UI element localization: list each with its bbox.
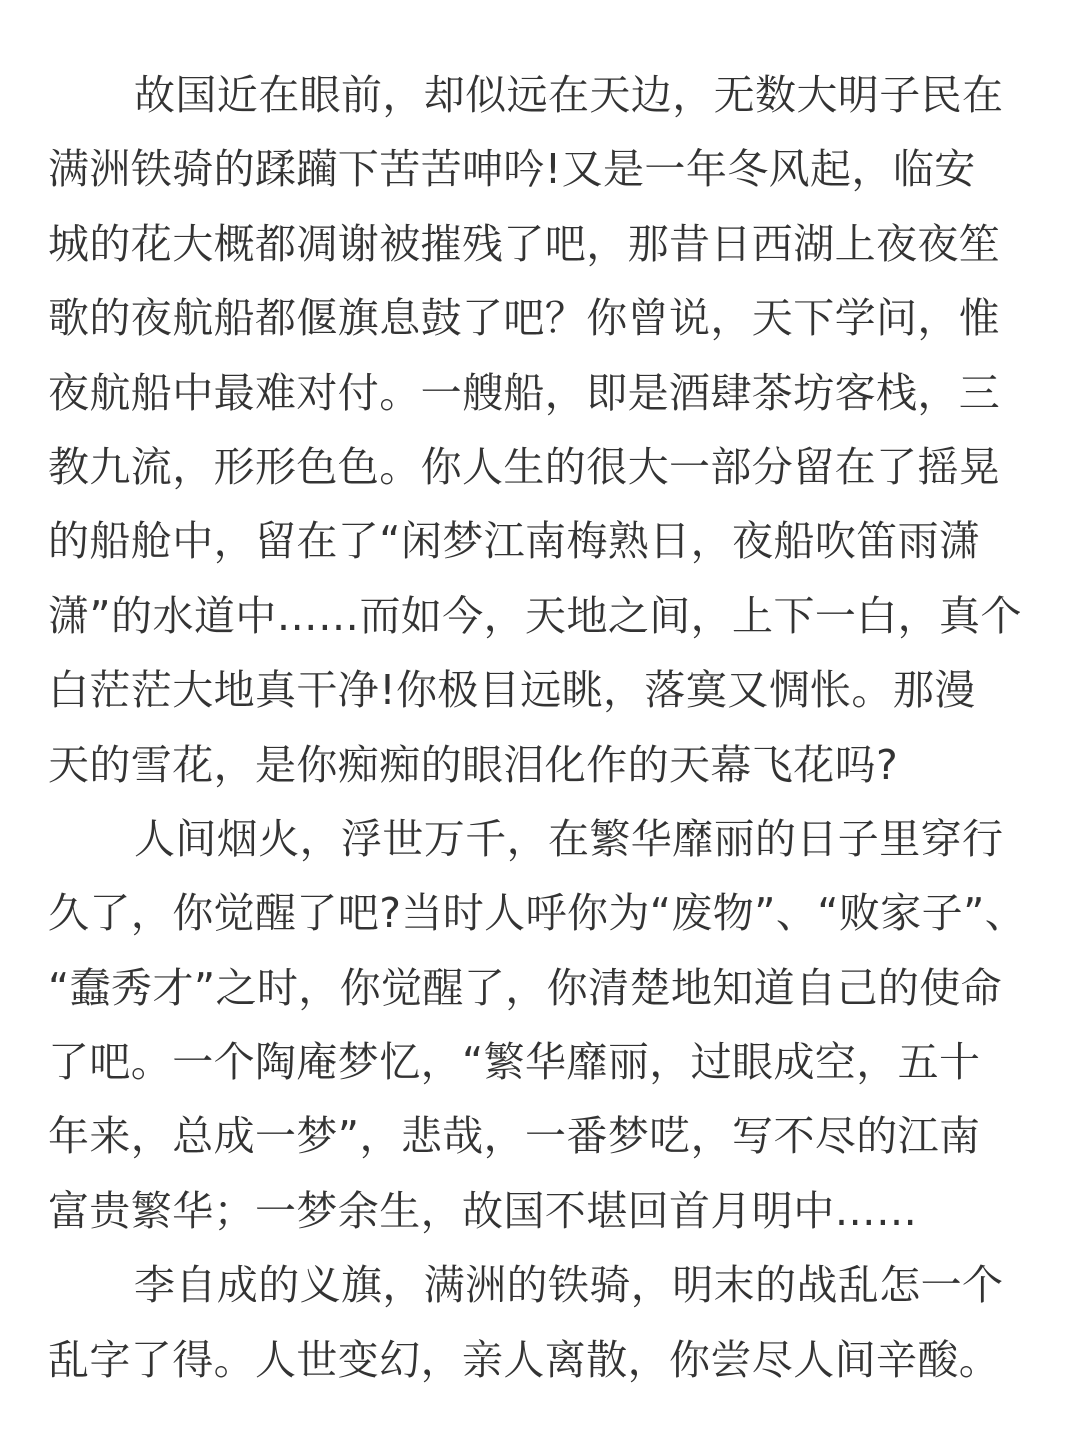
text-line: 城的花大概都凋谢被摧残了吧，那昔日西湖上夜夜笙 bbox=[48, 219, 1001, 268]
text-line: 富贵繁华；一梦余生，故国不堪回首月明中…… bbox=[48, 1186, 918, 1235]
text-line: 教九流，形形色色。你人生的很大一部分留在了摇晃 bbox=[48, 442, 1001, 491]
text-line: 乱字了得。人世变幻，亲人离散，你尝尽人间辛酸。 bbox=[48, 1335, 1001, 1384]
text-line: 天的雪花，是你痴痴的眼泪化作的天幕飞花吗? bbox=[48, 740, 899, 789]
text-line: 李自成的义旗，满洲的铁骑，明末的战乱怎一个 bbox=[134, 1261, 1004, 1310]
text-line: 故国近在眼前，却似远在天边，无数大明子民在 bbox=[134, 71, 1004, 119]
text-line: 人间烟火，浮世万千，在繁华靡丽的日子里穿行 bbox=[134, 814, 1004, 863]
paragraph-3 bbox=[48, 1248, 1038, 1397]
text-line: 了吧。一个陶庵梦忆，“繁华靡丽，过眼成空，五十 bbox=[48, 1038, 981, 1087]
text-line: 夜航船中最难对付。一艘船，即是酒肆茶坊客栈，三 bbox=[48, 368, 1001, 417]
paragraph-2 bbox=[48, 802, 1038, 1248]
text-line: 满洲铁骑的蹂躏下苦苦呻吟!又是一年冬风起，临安 bbox=[48, 145, 976, 194]
text-line: 白茫茫大地真干净!你极目远眺，落寞又惆怅。那漫 bbox=[48, 666, 976, 715]
paragraph-1 bbox=[48, 58, 1038, 802]
text-line: 的船舱中，留在了“闲梦江南梅熟日，夜船吹笛雨潇 bbox=[48, 517, 981, 566]
text-line: 年来，总成一梦”，悲哉，一番梦呓，写不尽的江南 bbox=[48, 1112, 981, 1161]
text-line: “蠢秀才”之时，你觉醒了，你清楚地知道自己的使命 bbox=[48, 963, 1003, 1012]
text-line: 歌的夜航船都偃旗息鼓了吧？你曾说，天下学问，惟 bbox=[48, 294, 1001, 343]
text-line: 久了，你觉醒了吧?当时人呼你为“废物”、“败家子”、 bbox=[48, 889, 1027, 938]
text-line: 潇”的水道中……而如今，天地之间，上下一白，真个 bbox=[48, 591, 1022, 640]
article-body bbox=[48, 58, 1038, 1397]
